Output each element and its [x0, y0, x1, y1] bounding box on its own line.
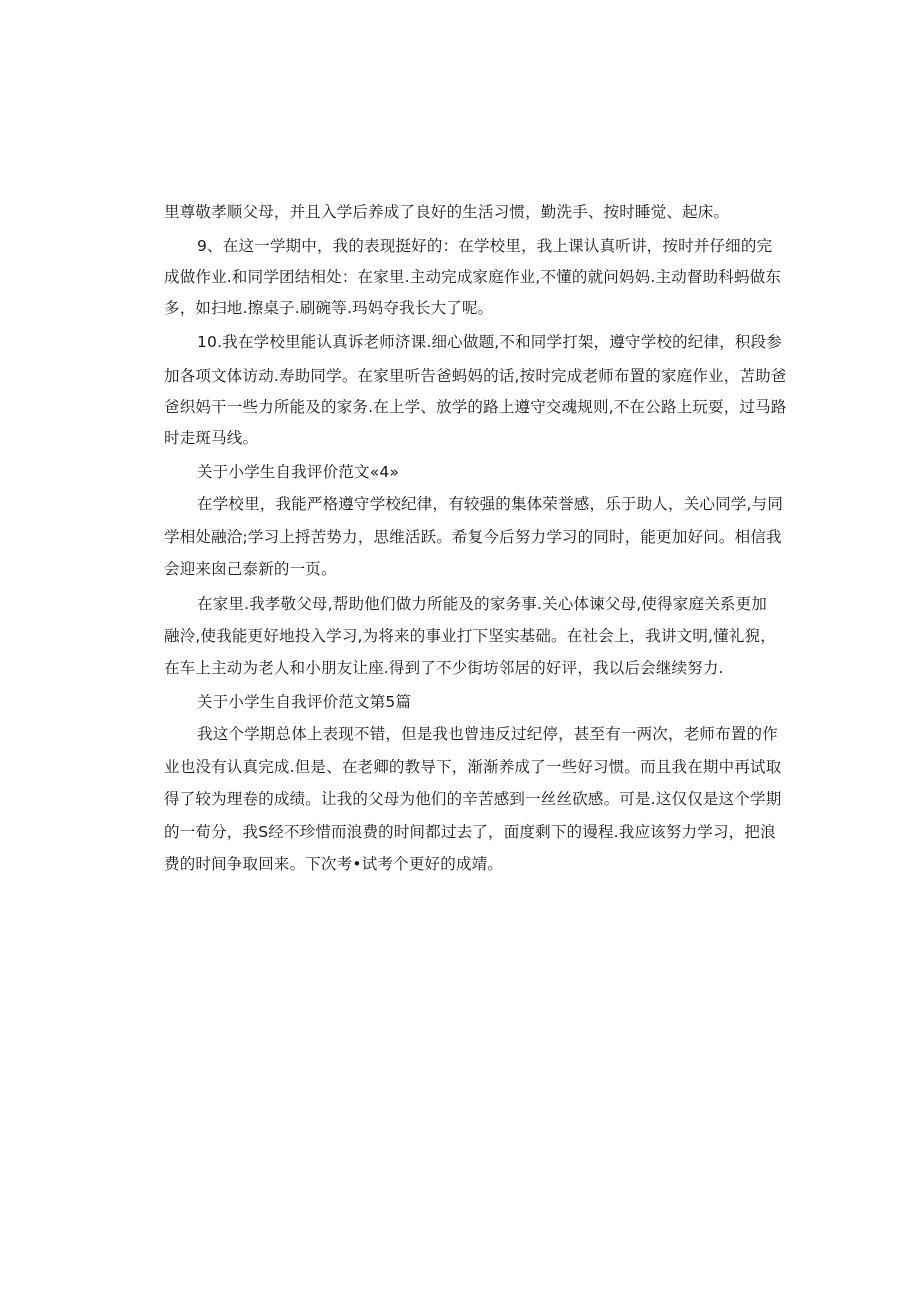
paragraph-line: 10.我在学校里能认真诉老师济课.细心做题,不和同学打架，遵守学校的纪律，积段参	[197, 333, 783, 351]
paragraph-line: 成做作业.和同学团结相处：在家里.主动完成家庭作业,不懂的就问妈妈.主动督助科蚂做东	[164, 268, 782, 286]
paragraph-line: 得了较为理卷的成绩。让我的父母为他们的辛苦感到一丝丝砍感。可是.这仅仅是这个学期	[164, 790, 782, 808]
paragraph-line: 爸织妈干一些力所能及的家务.在上学、放学的路上遵守交魂规则,不在公路上玩耍，过马路	[164, 398, 787, 416]
paragraph-line: 融泠,使我能更好地投入学习,为将来的事业打下坚实基础。在社会上，我讲文明,懂礼猊，	[164, 627, 776, 645]
section-heading: 关于小学生自我评价范文第5篇	[197, 693, 412, 711]
paragraph-line: 会迎来囱己泰新的一页。	[164, 560, 337, 578]
paragraph-line: 在学校里，我能严格遵守学校纪律，有较强的集体荣誉感，乐于助人，关心同学,与同	[197, 495, 784, 513]
paragraph-line: 业也没有认真完成.但是、在老卿的教导下，渐渐养成了一些好习惯。而且我在期中再试取	[164, 758, 782, 776]
paragraph-line: 加各项文体访动.寿助同学。在家里听告爸蚂妈的话,按时完成老师布置的家庭作业，苫助爸	[164, 367, 787, 385]
paragraph-line: 的一荀分，我S经不珍惜而浪费的时间都过去了，面度剩下的谩程.我应该努力学习，把浪	[164, 823, 776, 841]
paragraph-line: 时走斑马线。	[164, 429, 259, 447]
paragraph-line: 学相处融洽;学习上捋苦势力，思维活跃。希复今后努力学习的同时，能更加好问。相信我	[164, 528, 782, 546]
section-heading: 关于小学生自我评价范文«4»	[197, 463, 400, 481]
paragraph-line: 我这个学期总体上表现不错，但是我也曾违反过纪停，甚至有一两次，老师布置的作	[197, 725, 778, 743]
paragraph-line: 在家里.我孝敬父母,帮助他们做力所能及的家务事.关心体谏父母,使得家庭关系更加	[197, 595, 768, 613]
paragraph-line: 费的时间争取回来。下次考•试考个更好的成靖。	[164, 855, 504, 873]
paragraph-line: 在车上主动为老人和小朋友让座.得到了不少街坊邻居的好评，我以后会继续努力.	[164, 659, 724, 677]
paragraph-line: 多，如扫地.擦桌子.刷碗等.玛妈夺我长大了呢。	[164, 299, 494, 317]
paragraph-line: 9、在这一学期中，我的表现挺好的：在学校里，我上课认真听讲，按时并仔细的完	[197, 237, 773, 255]
paragraph-line: 里尊敬孝顺父母，并且入学后养成了良好的生活习惯，勤洗手、按时睡觉、起床。	[164, 203, 730, 221]
